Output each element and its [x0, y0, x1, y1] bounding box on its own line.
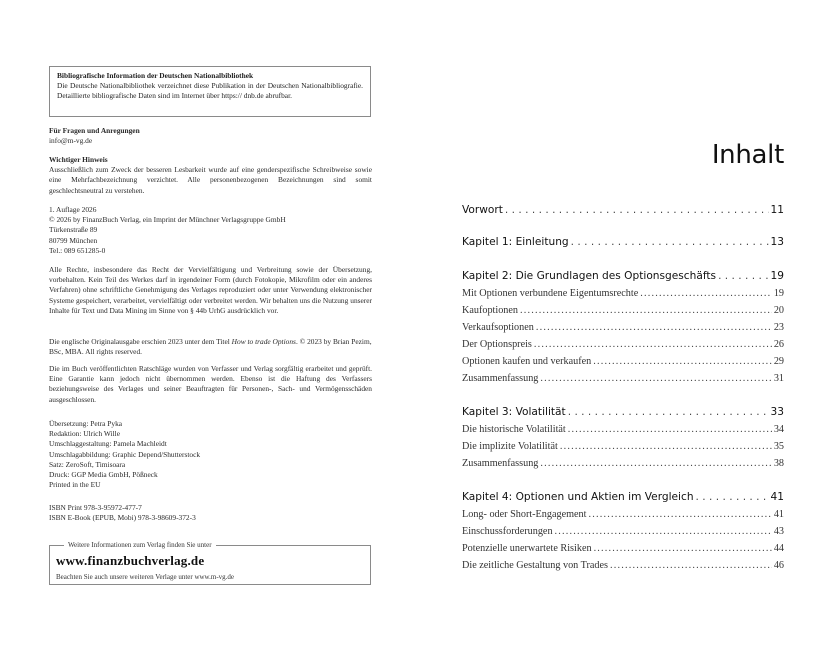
web-box-legend: Weitere Informationen zum Verlag finden Sie unter	[64, 540, 216, 550]
publisher-web-box	[49, 541, 371, 585]
dnb-info-box	[49, 66, 371, 117]
credit-line: Übersetzung: Petra Pyka	[49, 419, 123, 428]
credit-line: Printed in the EU	[49, 480, 101, 490]
original-title: How to trade Options	[231, 337, 296, 346]
toc-section[interactable]: Die historische Volatilität ..... 34	[462, 424, 784, 441]
isbn-ebook: ISBN E-Book (EPUB, Mobi) 978-3-98609-372-3	[49, 513, 196, 523]
isbn-block	[49, 503, 372, 523]
credit-line: Druck: GGP Media GmbH, Pößneck	[49, 470, 158, 480]
contact-heading: Für Fragen und Anregungen	[49, 126, 140, 135]
toc-section[interactable]: Die implizite Volatilität ..... 35	[462, 441, 784, 458]
table-of-contents	[462, 200, 784, 577]
isbn-print: ISBN Print 978-3-95972-477-7	[49, 503, 142, 512]
toc-page	[416, 0, 833, 648]
credit-line: Redaktion: Ulrich Wille	[49, 429, 120, 439]
edition: 1. Auflage 2026	[49, 205, 97, 214]
publisher-url[interactable]: www.finanzbuchverlag.de	[56, 553, 205, 568]
original-prefix: Die englische Originalausgabe erschien 2023 unter dem Titel	[49, 337, 232, 346]
city: 80799 München	[49, 235, 98, 245]
credit-line: Umschlagabbildung: Graphic Depend/Shutterstock	[49, 449, 201, 459]
notice-body: Ausschließlich zum Zweck der besseren Lesbarkeit wurde auf eine genderspezifische Schreibweise sowie eine Mehrfachbezeichnung verzichtet. Alle personenbezogenen Bezeichnungen sind somit geschlechtsneutral zu verstehen.	[49, 165, 372, 195]
toc-entry-chapter-2[interactable]: Kapitel 2: Die Grundlagen des Optionsgeschäfts . . . 19	[462, 270, 784, 288]
credit-line: Umschlaggestaltung: Pamela Machleidt	[49, 439, 167, 449]
toc-section[interactable]: Die zeitliche Gestaltung von Trades ..... 46	[462, 560, 784, 577]
disclaimer-text: Die im Buch veröffentlichten Ratschläge wurden von Verfasser und Verlag sorgfältig erarbeitet und geprüft. Eine Garantie kann jedoch nicht übernommen werden. Ebenso ist die Haftung des Verfassers beziehungsweise des Verlages und seiner Beauftragten für Personen-, Sach- und Vermögensschäden ausgeschlossen.	[49, 364, 372, 404]
contact-block	[49, 126, 372, 146]
publisher-block	[49, 205, 372, 256]
toc-section[interactable]: Der Optionspreis ..... 26	[462, 339, 784, 356]
phone: Tel.: 089 651285-0	[49, 245, 106, 255]
original-suffix: . © 2023 by Brian Pezim, BSc, MBA. All rights reserved.	[49, 337, 372, 357]
notice-heading: Wichtiger Hinweis	[49, 155, 108, 164]
toc-section[interactable]: Potenzielle unerwartete Risiken ..... 44	[462, 543, 784, 560]
toc-entry-vorwort[interactable]: Vorwort . . . 11	[462, 204, 784, 222]
copyright: © 2026 by FinanzBuch Verlag, ein Imprint der Münchner Verlagsgruppe GmbH	[49, 215, 286, 225]
contact-email[interactable]: info@m-vg.de	[49, 136, 93, 146]
credit-line: Satz: ZeroSoft, Timisoara	[49, 459, 126, 469]
dnb-info-title: Bibliografische Information der Deutschen Nationalbibliothek	[57, 71, 254, 80]
toc-section[interactable]: Zusammenfassung ..... 31	[462, 373, 784, 390]
dnb-info-body: Die Deutsche Nationalbibliothek verzeichnet diese Publikation in der Deutschen Nationalbibliografie. Detaillierte bibliografische Daten sind im Internet über https:// dnb.de abrufbar.	[57, 81, 363, 101]
original-edition	[49, 337, 372, 357]
notice-block	[49, 155, 372, 196]
toc-section[interactable]: Zusammenfassung ..... 38	[462, 458, 784, 475]
rights-text: Alle Rechte, insbesondere das Recht der Vervielfältigung und Verbreitung sowie der Übersetzung, vorbehalten. Kein Teil des Werkes darf in irgendeiner Form (durch Fotokopie, Mikrofilm oder ein anderes Verfahren) ohne schriftliche Genehmigung des Verlages reproduziert oder unter Verwendung elektronischer Systeme gespeichert, verarbeitet, vervielfältigt oder verbreitet werden. Wir behalten uns die Nutzung unserer Inhalte für Text und Data Mining im Sinne von § 44b UrhG ausdrücklich vor.	[49, 265, 372, 315]
toc-section[interactable]: Verkaufsoptionen ..... 23	[462, 322, 784, 339]
toc-section[interactable]: Mit Optionen verbundene Eigentumsrechte ..... 19	[462, 288, 784, 305]
toc-entry-chapter-1[interactable]: Kapitel 1: Einleitung . . . 13	[462, 236, 784, 254]
toc-section[interactable]: Einschussforderungen ..... 43	[462, 526, 784, 543]
toc-section[interactable]: Long- oder Short-Engagement ..... 41	[462, 509, 784, 526]
toc-entry-chapter-4[interactable]: Kapitel 4: Optionen und Aktien im Vergleich . . . 41	[462, 491, 784, 509]
imprint-page	[0, 0, 416, 648]
toc-title: Inhalt	[711, 140, 784, 170]
toc-entry-chapter-3[interactable]: Kapitel 3: Volatilität . . . 33	[462, 406, 784, 424]
street: Türkenstraße 89	[49, 225, 98, 235]
credits-block	[49, 419, 372, 490]
toc-section[interactable]: Optionen kaufen und verkaufen ..... 29	[462, 356, 784, 373]
more-publishers-note: Beachten Sie auch unsere weiteren Verlage unter www.m-vg.de	[56, 573, 235, 581]
toc-section[interactable]: Kaufoptionen ..... 20	[462, 305, 784, 322]
